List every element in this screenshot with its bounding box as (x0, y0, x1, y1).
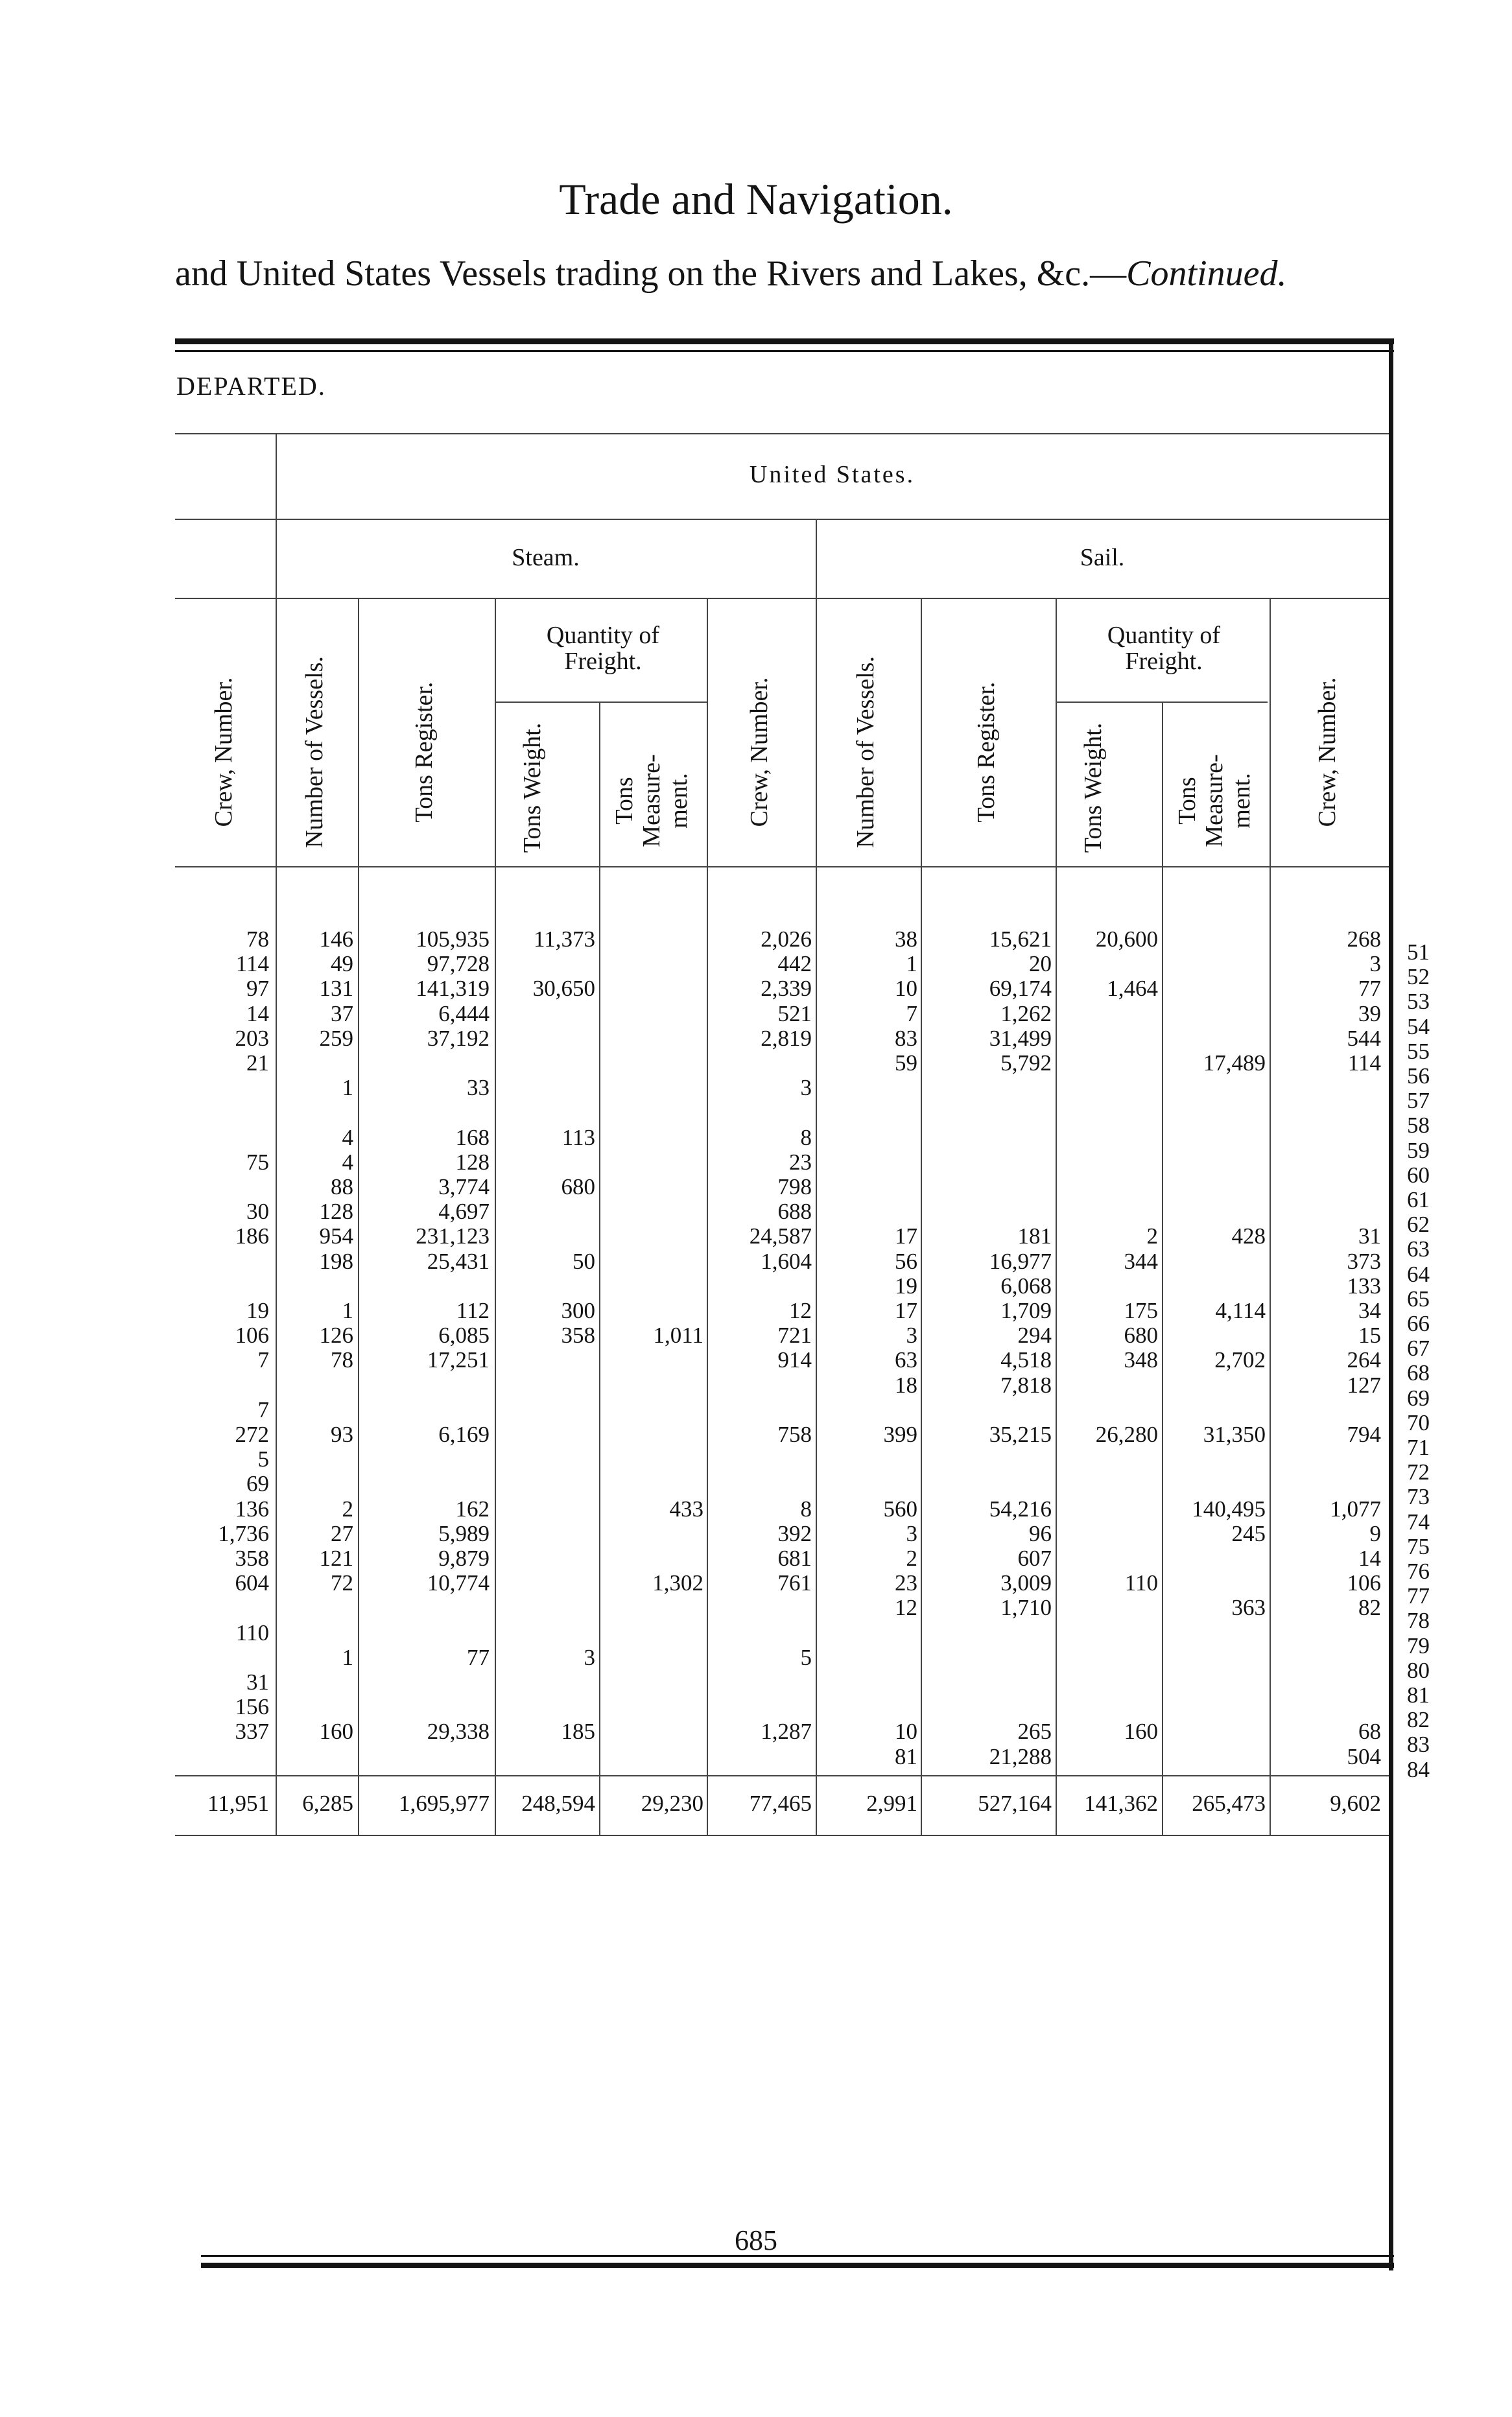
top-rule-thin (175, 350, 1394, 352)
cell-crew: 31 (246, 1669, 269, 1695)
cell-steam-crew: 798 (777, 1174, 812, 1199)
col-steam-tons-weight: Tons Weight. (519, 722, 546, 853)
subgroup-steam: Steam. (512, 544, 580, 571)
row-number: 79 (1407, 1633, 1430, 1658)
cell-sail-tons-register: 5,792 (1000, 1050, 1052, 1076)
cell-sail-tons-measurement: 31,350 (1203, 1422, 1266, 1447)
cell-sail-crew: 106 (1347, 1570, 1381, 1596)
row-number: 54 (1407, 1014, 1430, 1039)
row-number: 55 (1407, 1039, 1430, 1064)
page-number: 685 (735, 2224, 777, 2256)
cell-steam-tons-register: 9,879 (438, 1546, 490, 1571)
cell-sail-tons-weight: 1,464 (1107, 976, 1158, 1001)
cell-steam-crew: 1,604 (761, 1249, 812, 1274)
col-steam-tons-measure: Tons Measure-ment. (611, 754, 692, 847)
cell-steam-crew: 721 (777, 1323, 812, 1348)
cell-steam-crew: 1,287 (761, 1719, 812, 1744)
col-line-1 (276, 433, 277, 1835)
header-line-2 (175, 519, 1389, 520)
cell-sail-tons-register: 1,710 (1000, 1595, 1052, 1620)
cell-steam-tons-register: 3,774 (438, 1174, 490, 1199)
cell-steam-crew: 23 (789, 1150, 812, 1175)
cell-sail-crew: 114 (1347, 1050, 1381, 1076)
cell-steam-tons-register: 77 (467, 1645, 490, 1670)
cell-steam-vessels: 4 (342, 1125, 353, 1150)
row-number: 57 (1407, 1088, 1430, 1113)
col-steam-crew: Crew, Number. (746, 677, 773, 827)
col-line-2 (358, 598, 359, 1835)
cell-sail-crew: 34 (1358, 1298, 1381, 1323)
section-label: DEPARTED. (176, 371, 326, 401)
cell-sail-tons-register: 3,009 (1000, 1570, 1052, 1596)
cell-crew: 97 (246, 976, 269, 1001)
cell-steam-crew: 521 (777, 1001, 812, 1026)
row-number: 77 (1407, 1583, 1430, 1609)
cell-sail-crew: 82 (1358, 1595, 1381, 1620)
col-steam-tons-register: Tons Register. (410, 681, 438, 823)
col-line-7 (921, 598, 922, 1835)
cell-crew: 78 (246, 926, 269, 952)
cell-sail-crew: 127 (1347, 1373, 1381, 1398)
row-number: 69 (1407, 1385, 1430, 1411)
cell-steam-vessels: 131 (319, 976, 353, 1001)
cell-steam-crew: 3 (800, 1075, 812, 1100)
freight-sail-label: Quantity of Freight. (1107, 622, 1221, 675)
row-number: 61 (1407, 1187, 1430, 1212)
totals-line (175, 1775, 1389, 1776)
cell-steam-tons-register: 17,251 (427, 1347, 490, 1373)
cell-sail-tons-register: 181 (1017, 1223, 1052, 1249)
header-line-1 (175, 433, 1389, 434)
cell-sail-tons-register: 21,288 (989, 1744, 1052, 1769)
cell-steam-tons-register: 162 (455, 1496, 490, 1522)
cell-sail-vessels: 10 (895, 976, 917, 1001)
cell-sail-vessels: 10 (895, 1719, 917, 1744)
cell-sail-tons-register: 20 (1029, 951, 1052, 976)
cell-steam-vessels: 160 (319, 1719, 353, 1744)
cell-steam-vessels: 88 (331, 1174, 353, 1199)
row-number: 62 (1407, 1212, 1430, 1237)
cell-sail-tons-register: 54,216 (989, 1496, 1052, 1522)
cell-sail-crew: 9 (1369, 1521, 1381, 1546)
row-number: 84 (1407, 1757, 1430, 1782)
row-number: 80 (1407, 1658, 1430, 1683)
total-sail-tons-measurement: 265,473 (1192, 1791, 1266, 1816)
cell-steam-crew: 442 (777, 951, 812, 976)
freight-steam-line (496, 702, 707, 703)
cell-crew: 337 (235, 1719, 269, 1744)
cell-steam-vessels: 146 (319, 926, 353, 952)
cell-sail-vessels: 56 (895, 1249, 917, 1274)
cell-steam-crew: 5 (800, 1645, 812, 1670)
cell-sail-crew: 31 (1358, 1223, 1381, 1249)
cell-steam-tons-weight: 680 (561, 1174, 595, 1199)
row-number: 72 (1407, 1459, 1430, 1485)
cell-crew: 14 (246, 1001, 269, 1026)
cell-sail-vessels: 83 (895, 1026, 917, 1051)
col-steam-vessels: Number of Vessels. (301, 656, 328, 848)
cell-sail-vessels: 2 (906, 1546, 917, 1571)
table-bottom-line (175, 1835, 1389, 1836)
cell-steam-vessels: 4 (342, 1150, 353, 1175)
cell-sail-tons-measurement: 245 (1231, 1521, 1266, 1546)
col-sail-tons-weight: Tons Weight. (1080, 722, 1107, 853)
cell-sail-tons-weight: 2 (1146, 1223, 1158, 1249)
row-number: 65 (1407, 1286, 1430, 1312)
subgroup-sail: Sail. (1080, 544, 1125, 571)
cell-crew: 1,736 (218, 1521, 269, 1546)
cell-steam-crew: 761 (777, 1570, 812, 1596)
subtitle-text: and United States Vessels trading on the Rivers and Lakes, &c.— (175, 253, 1127, 294)
cell-steam-tons-weight: 3 (584, 1645, 595, 1670)
cell-crew: 186 (235, 1223, 269, 1249)
cell-steam-tons-measurement: 1,302 (652, 1570, 703, 1596)
total-sail-tons-register: 527,164 (978, 1791, 1052, 1816)
cell-sail-tons-measurement: 363 (1231, 1595, 1266, 1620)
total-steam-tons-measurement: 29,230 (641, 1791, 703, 1816)
cell-steam-crew: 681 (777, 1546, 812, 1571)
cell-sail-crew: 68 (1358, 1719, 1381, 1744)
cell-crew: 110 (235, 1620, 269, 1645)
cell-steam-tons-register: 29,338 (427, 1719, 490, 1744)
cell-crew: 7 (257, 1397, 269, 1422)
row-number: 73 (1407, 1484, 1430, 1509)
row-number: 66 (1407, 1311, 1430, 1336)
total-steam-crew: 77,465 (749, 1791, 812, 1816)
total-crew: 11,951 (207, 1791, 269, 1816)
group-united-states: United States. (749, 461, 915, 488)
cell-crew: 19 (246, 1298, 269, 1323)
cell-steam-tons-register: 6,169 (438, 1422, 490, 1447)
cell-steam-crew: 2,026 (761, 926, 812, 952)
cell-steam-tons-weight: 185 (561, 1719, 595, 1744)
cell-steam-vessels: 954 (319, 1223, 353, 1249)
cell-steam-vessels: 78 (331, 1347, 353, 1373)
page-title: Trade and Navigation. (559, 174, 953, 224)
row-number: 74 (1407, 1509, 1430, 1535)
cell-sail-vessels: 12 (895, 1595, 917, 1620)
cell-sail-crew: 264 (1347, 1347, 1381, 1373)
cell-sail-crew: 373 (1347, 1249, 1381, 1274)
cell-crew: 272 (235, 1422, 269, 1447)
cell-sail-vessels: 3 (906, 1521, 917, 1546)
col-sail-tons-register: Tons Register. (973, 681, 1000, 823)
cell-sail-vessels: 18 (895, 1373, 917, 1398)
cell-sail-tons-register: 16,977 (989, 1249, 1052, 1274)
col-sail-crew: Crew, Number. (1314, 677, 1341, 827)
row-number: 71 (1407, 1435, 1430, 1460)
cell-sail-tons-register: 4,518 (1000, 1347, 1052, 1373)
cell-crew: 156 (235, 1694, 269, 1719)
cell-sail-tons-register: 69,174 (989, 976, 1052, 1001)
cell-sail-vessels: 59 (895, 1050, 917, 1076)
total-sail-vessels: 2,991 (866, 1791, 917, 1816)
row-number: 78 (1407, 1608, 1430, 1633)
cell-sail-vessels: 19 (895, 1273, 917, 1299)
cell-steam-tons-register: 112 (456, 1298, 490, 1323)
cell-sail-tons-weight: 160 (1124, 1719, 1158, 1744)
cell-steam-tons-weight: 300 (561, 1298, 595, 1323)
cell-sail-tons-measurement: 17,489 (1203, 1050, 1266, 1076)
cell-steam-crew: 8 (800, 1125, 812, 1150)
total-steam-vessels: 6,285 (302, 1791, 353, 1816)
cell-sail-tons-weight: 20,600 (1095, 926, 1158, 952)
cell-steam-tons-register: 231,123 (416, 1223, 490, 1249)
cell-steam-tons-weight: 113 (561, 1125, 595, 1150)
cell-steam-vessels: 72 (331, 1570, 353, 1596)
cell-steam-vessels: 126 (319, 1323, 353, 1348)
cell-sail-crew: 15 (1358, 1323, 1381, 1348)
page-subtitle (175, 253, 1286, 294)
right-border (1389, 338, 1393, 2270)
cell-steam-crew: 24,587 (749, 1223, 812, 1249)
cell-steam-vessels: 121 (319, 1546, 353, 1571)
row-number: 64 (1407, 1262, 1430, 1287)
cell-sail-crew: 504 (1347, 1744, 1381, 1769)
cell-steam-tons-register: 97,728 (427, 951, 490, 976)
cell-steam-vessels: 93 (331, 1422, 353, 1447)
cell-steam-vessels: 1 (342, 1645, 353, 1670)
cell-sail-crew: 14 (1358, 1546, 1381, 1571)
total-sail-tons-weight: 141,362 (1084, 1791, 1158, 1816)
row-number: 81 (1407, 1682, 1430, 1708)
row-number: 63 (1407, 1236, 1430, 1262)
cell-steam-vessels: 49 (331, 951, 353, 976)
col-sail-vessels: Number of Vessels. (852, 656, 879, 848)
cell-crew: 358 (235, 1546, 269, 1571)
cell-sail-tons-register: 31,499 (989, 1026, 1052, 1051)
cell-sail-crew: 133 (1347, 1273, 1381, 1299)
cell-steam-tons-register: 37,192 (427, 1026, 490, 1051)
cell-steam-tons-register: 128 (455, 1150, 490, 1175)
cell-steam-tons-weight: 50 (573, 1249, 595, 1274)
row-number: 83 (1407, 1732, 1430, 1757)
cell-sail-vessels: 38 (895, 926, 917, 952)
col-sail-tons-measure: Tons Measure-ment. (1174, 754, 1255, 847)
cell-steam-crew: 8 (800, 1496, 812, 1522)
cell-steam-crew: 12 (789, 1298, 812, 1323)
cell-steam-tons-register: 5,989 (438, 1521, 490, 1546)
col-line-6 (816, 519, 817, 1835)
cell-crew: 114 (235, 951, 269, 976)
col-crew-first: Crew, Number. (210, 677, 237, 827)
cell-steam-crew: 392 (777, 1521, 812, 1546)
cell-sail-crew: 794 (1347, 1422, 1381, 1447)
cell-sail-tons-weight: 110 (1124, 1570, 1158, 1596)
cell-steam-tons-register: 10,774 (427, 1570, 490, 1596)
row-number: 53 (1407, 989, 1430, 1014)
cell-sail-tons-measurement: 140,495 (1192, 1496, 1266, 1522)
cell-steam-crew: 2,819 (761, 1026, 812, 1051)
cell-sail-vessels: 63 (895, 1347, 917, 1373)
cell-crew: 604 (235, 1570, 269, 1596)
cell-sail-tons-weight: 348 (1124, 1347, 1158, 1373)
cell-sail-tons-register: 294 (1017, 1323, 1052, 1348)
cell-steam-tons-weight: 11,373 (534, 926, 595, 952)
cell-sail-tons-register: 96 (1029, 1521, 1052, 1546)
cell-crew: 136 (235, 1496, 269, 1522)
col-line-3 (495, 598, 496, 1835)
row-number: 59 (1407, 1138, 1430, 1163)
cell-sail-crew: 1,077 (1330, 1496, 1381, 1522)
cell-steam-vessels: 259 (319, 1026, 353, 1051)
cell-steam-tons-register: 141,319 (416, 976, 490, 1001)
row-number: 70 (1407, 1410, 1430, 1435)
cell-crew: 75 (246, 1150, 269, 1175)
cell-steam-vessels: 2 (342, 1496, 353, 1522)
cell-sail-tons-weight: 175 (1124, 1298, 1158, 1323)
row-number: 52 (1407, 964, 1430, 989)
row-number: 67 (1407, 1336, 1430, 1361)
row-number: 76 (1407, 1559, 1430, 1584)
cell-steam-tons-weight: 30,650 (532, 976, 595, 1001)
cell-sail-tons-measurement: 2,702 (1214, 1347, 1266, 1373)
cell-sail-tons-register: 15,621 (989, 926, 1052, 952)
cell-steam-tons-register: 6,085 (438, 1323, 490, 1348)
cell-steam-tons-register: 168 (455, 1125, 490, 1150)
cell-sail-tons-register: 1,262 (1000, 1001, 1052, 1026)
cell-steam-tons-register: 105,935 (416, 926, 490, 952)
cell-sail-crew: 39 (1358, 1001, 1381, 1026)
cell-sail-vessels: 17 (895, 1298, 917, 1323)
cell-crew: 21 (246, 1050, 269, 1076)
col-line-9 (1162, 702, 1163, 1835)
col-line-5 (707, 598, 708, 1835)
cell-sail-vessels: 17 (895, 1223, 917, 1249)
cell-crew: 106 (235, 1323, 269, 1348)
row-number: 56 (1407, 1063, 1430, 1089)
top-rule-thick (175, 338, 1394, 344)
col-line-8 (1056, 598, 1057, 1835)
cell-crew: 5 (257, 1446, 269, 1472)
cell-steam-tons-measurement: 433 (669, 1496, 703, 1522)
total-steam-tons-weight: 248,594 (521, 1791, 595, 1816)
cell-crew: 7 (257, 1347, 269, 1373)
row-number: 68 (1407, 1360, 1430, 1385)
freight-steam-label: Quantity of Freight. (546, 622, 660, 675)
cell-sail-crew: 268 (1347, 926, 1381, 952)
cell-crew: 203 (235, 1026, 269, 1051)
cell-steam-crew: 914 (777, 1347, 812, 1373)
total-steam-tons-register: 1,695,977 (399, 1791, 490, 1816)
cell-sail-crew: 3 (1369, 951, 1381, 976)
cell-sail-tons-weight: 26,280 (1095, 1422, 1158, 1447)
cell-steam-crew: 2,339 (761, 976, 812, 1001)
cell-sail-vessels: 7 (906, 1001, 917, 1026)
cell-sail-tons-weight: 344 (1124, 1249, 1158, 1274)
total-sail-crew: 9,602 (1330, 1791, 1381, 1816)
cell-sail-tons-register: 35,215 (989, 1422, 1052, 1447)
cell-steam-tons-register: 6,444 (438, 1001, 490, 1026)
bottom-rule-thick (201, 2263, 1394, 2268)
cell-sail-tons-weight: 680 (1124, 1323, 1158, 1348)
subtitle-continued: Continued. (1126, 253, 1287, 294)
cell-sail-tons-register: 265 (1017, 1719, 1052, 1744)
cell-crew: 69 (246, 1471, 269, 1496)
cell-sail-tons-register: 6,068 (1000, 1273, 1052, 1299)
row-number: 60 (1407, 1162, 1430, 1188)
cell-steam-tons-measurement: 1,011 (653, 1323, 703, 1348)
cell-sail-vessels: 1 (906, 951, 917, 976)
cell-steam-tons-register: 33 (467, 1075, 490, 1100)
cell-sail-crew: 544 (1347, 1026, 1381, 1051)
cell-steam-tons-register: 4,697 (438, 1199, 490, 1224)
cell-steam-vessels: 128 (319, 1199, 353, 1224)
row-number: 82 (1407, 1707, 1430, 1732)
cell-sail-vessels: 81 (895, 1744, 917, 1769)
col-line-4 (599, 702, 600, 1835)
cell-crew: 30 (246, 1199, 269, 1224)
cell-sail-crew: 77 (1358, 976, 1381, 1001)
cell-sail-vessels: 560 (883, 1496, 917, 1522)
cell-steam-vessels: 1 (342, 1298, 353, 1323)
cell-sail-vessels: 399 (883, 1422, 917, 1447)
cell-steam-vessels: 198 (319, 1249, 353, 1274)
cell-steam-crew: 758 (777, 1422, 812, 1447)
cell-sail-tons-register: 607 (1017, 1546, 1052, 1571)
cell-steam-crew: 688 (777, 1199, 812, 1224)
row-number: 58 (1407, 1113, 1430, 1138)
header-line-3 (175, 598, 1389, 599)
col-line-10 (1270, 598, 1271, 1835)
cell-steam-vessels: 1 (342, 1075, 353, 1100)
row-number: 75 (1407, 1534, 1430, 1559)
cell-sail-tons-measurement: 428 (1231, 1223, 1266, 1249)
row-number: 51 (1407, 939, 1430, 965)
cell-steam-tons-weight: 358 (561, 1323, 595, 1348)
cell-sail-tons-register: 7,818 (1000, 1373, 1052, 1398)
cell-sail-vessels: 23 (895, 1570, 917, 1596)
cell-steam-tons-register: 25,431 (427, 1249, 490, 1274)
cell-steam-vessels: 37 (331, 1001, 353, 1026)
cell-sail-vessels: 3 (906, 1323, 917, 1348)
cell-steam-vessels: 27 (331, 1521, 353, 1546)
cell-sail-tons-measurement: 4,114 (1215, 1298, 1266, 1323)
cell-sail-tons-register: 1,709 (1000, 1298, 1052, 1323)
